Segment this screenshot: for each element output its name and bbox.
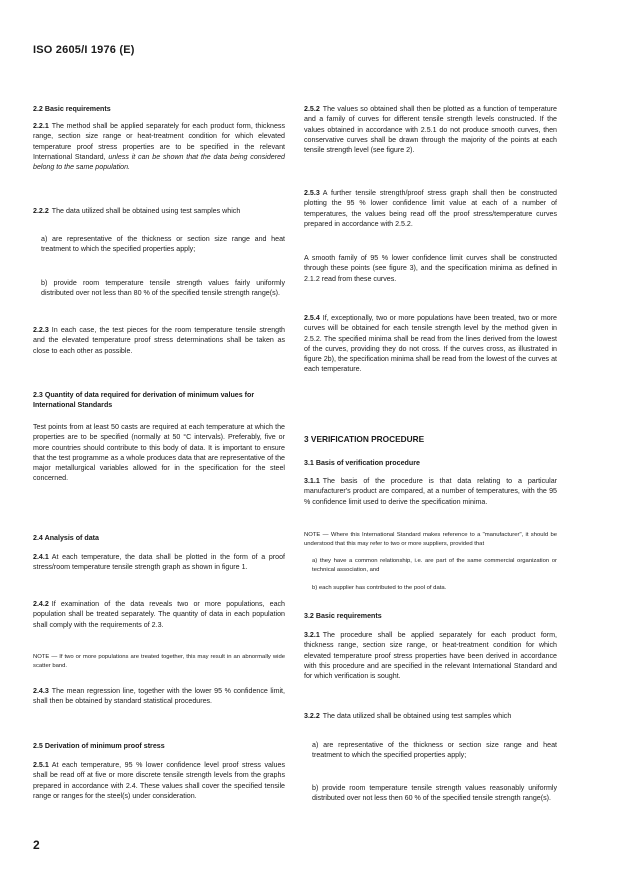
clause-number: 2.5.3 <box>304 189 320 197</box>
clause-number: 2.2.1 <box>33 122 49 130</box>
note-item-a: a) they have a common relationship, i.e. are part of the same commercial organization or technical association, and <box>312 558 557 573</box>
clause-2-2-3 <box>33 325 285 356</box>
clause-number: 3.2.1 <box>304 631 320 639</box>
clause-text: If examination of the data reveals two or more populations, each population shall be treated separately. The quantity of data in each population shall comply with the requirements of 2.3. <box>33 600 285 629</box>
section-3-heading: 3 VERIFICATION PROCEDURE <box>304 434 425 444</box>
clause-3-1-1 <box>304 476 557 507</box>
clause-2-3-text: Test points from at least 50 casts are required at each temperature at which the properties are to be specified (normally at 50 °C intervals). Preferably, five or more countries should contribute to this body of data. It is important to ensure that the test programme as a whole produces data that are representative of the major metallurgical variables allowed for in the specification for the steel concerned. <box>33 423 285 483</box>
section-2-4-heading: 2.4 Analysis of data <box>33 534 99 542</box>
note-3-1-1: NOTE — Where this International Standard makes reference to a "manufacturer", it should be understood that this may refer to two or more suppliers, provided that <box>304 532 557 547</box>
clause-text: If, exceptionally, two or more populations have been treated, two or more curves will be obtained for each tensile strength level by the method given in 2.5.2. The specified minima shall be read from the lines derived from the lowest of the curves, providing they do not cross. If the curves cross, as illustrated in figure 2b), the specification minima shall be read from the lowest of the curves at each temperature. <box>304 314 557 374</box>
clause-2-5-3-continued: A smooth family of 95 % lower confidence limit curves shall be constructed through these points (see figure 3), and the specification minima as defined in 2.1.2 read from these curves. <box>304 254 557 283</box>
clause-2-4-3 <box>33 686 285 707</box>
clause-number: 3.2.2 <box>304 712 320 720</box>
section-3-1-heading: 3.1 Basis of verification procedure <box>304 459 420 467</box>
clause-number: 2.4.3 <box>33 687 49 695</box>
clause-2-5-3 <box>304 188 557 229</box>
list-item-a: a) are representative of the thickness or section size range and heat treatment to which the specified properties apply; <box>41 235 285 254</box>
clause-text: The method shall be applied separately for each product form, thickness range, section size range or heat-treatment condition for which elevated temperature proof stress properties are to be specified in the relevant International Standard, <box>33 122 285 161</box>
section-2-3-heading: 2.3 Quantity of data required for derivation of minimum values for International Standards <box>33 391 255 410</box>
clause-italic-text: unless it can be shown that the data being considered belong to the same population. <box>33 152 285 172</box>
clause-3-2-2 <box>304 711 557 721</box>
clause-text: The basis of the procedure is that data relating to a particular manufacturer's product are compared, at a number of temperatures, with the 95 % confidence limit used to derive the specification minima. <box>304 477 557 506</box>
clause-text: The mean regression line, together with the lower 95 % confidence limit, shall then be obtained by standard statistical procedures. <box>33 687 285 706</box>
clause-2-5-2 <box>304 104 557 155</box>
clause-2-5-4 <box>304 313 557 375</box>
clause-number: 3.1.1 <box>304 477 320 485</box>
clause-2-4-2 <box>33 599 285 630</box>
clause-number: 2.5.4 <box>304 314 320 322</box>
clause-number: 2.5.1 <box>33 761 49 769</box>
section-3-2-heading: 3.2 Basic requirements <box>304 612 382 620</box>
clause-number: 2.4.1 <box>33 553 49 561</box>
clause-3-2-1 <box>304 630 557 681</box>
clause-number: 2.5.2 <box>304 105 320 113</box>
clause-text: The procedure shall be applied separately for each product form, thickness range, section size range, or heat-treatment condition for which elevated temperature proof stress properties have been derived in accordance with this procedure and are specified in the relevant International Standard and for which verification is sought. <box>304 631 557 681</box>
clause-text: The values so obtained shall then be plotted as a function of temperature and a family of curves for different tensile strength levels constructed. If the values obtained in accordance with 2.5.1 do not produce smooth curves, then conservative curves shall be drawn through the majority of the points at each tensile strength level (see figure 2). <box>304 105 557 155</box>
clause-text: At each temperature, 95 % lower confidence level proof stress values shall be read off at five or more discrete tensile strength levels from the graphs prepared in accordance with 2.4. These values shall cover the specified tensile range or ranges for the steel(s) under consideration. <box>33 761 285 800</box>
list-item-b: b) provide room temperature tensile strength values fairly uniformly distributed over not less than 80 % of the specified tensile strength range(s). <box>41 279 285 298</box>
clause-2-5-1 <box>33 760 285 801</box>
clause-2-2-1 <box>33 121 285 172</box>
clause-2-4-1 <box>33 552 285 573</box>
clause-number: 2.2.2 <box>33 207 49 215</box>
document-header: ISO 2605/I 1976 (E) <box>33 44 135 56</box>
section-2-2-heading: 2.2 Basic requirements <box>33 105 111 113</box>
page-number: 2 <box>33 838 40 852</box>
clause-text: At each temperature, the data shall be plotted in the form of a proof stress/room temperature tensile strength graph as shown in figure 1. <box>33 553 285 572</box>
clause-number: 2.2.3 <box>33 326 49 334</box>
clause-text: In each case, the test pieces for the room temperature tensile strength and the elevated temperature proof stress determinations shall be taken as close to each other as possible. <box>33 326 285 355</box>
list-item-b: b) provide room temperature tensile strength values reasonably uniformly distributed over not less then 60 % of the specified tensile strength range(s). <box>312 784 557 803</box>
clause-text: The data utilized shall be obtained using test samples which <box>51 207 241 215</box>
clause-text: The data utilized shall be obtained using test samples which <box>322 712 512 720</box>
clause-2-2-2 <box>33 206 285 216</box>
clause-number: 2.4.2 <box>33 600 49 608</box>
section-2-5-heading: 2.5 Derivation of minimum proof stress <box>33 742 165 750</box>
list-item-a: a) are representative of the thickness or section size range and heat treatment to which the specified properties apply; <box>312 741 557 760</box>
clause-text: A further tensile strength/proof stress graph shall then be constructed plotting the 95 % lower confidence limit value at each of a number of temperatures, the values being read off the proof stress/temperature curves prepared in accordance with 2.5.2. <box>304 189 557 228</box>
note-item-b: b) each supplier has contributed to the pool of data. <box>312 585 447 591</box>
note-2-4-2: NOTE — If two or more populations are treated together, this may result in an abnormally wide scatter band. <box>33 654 285 669</box>
